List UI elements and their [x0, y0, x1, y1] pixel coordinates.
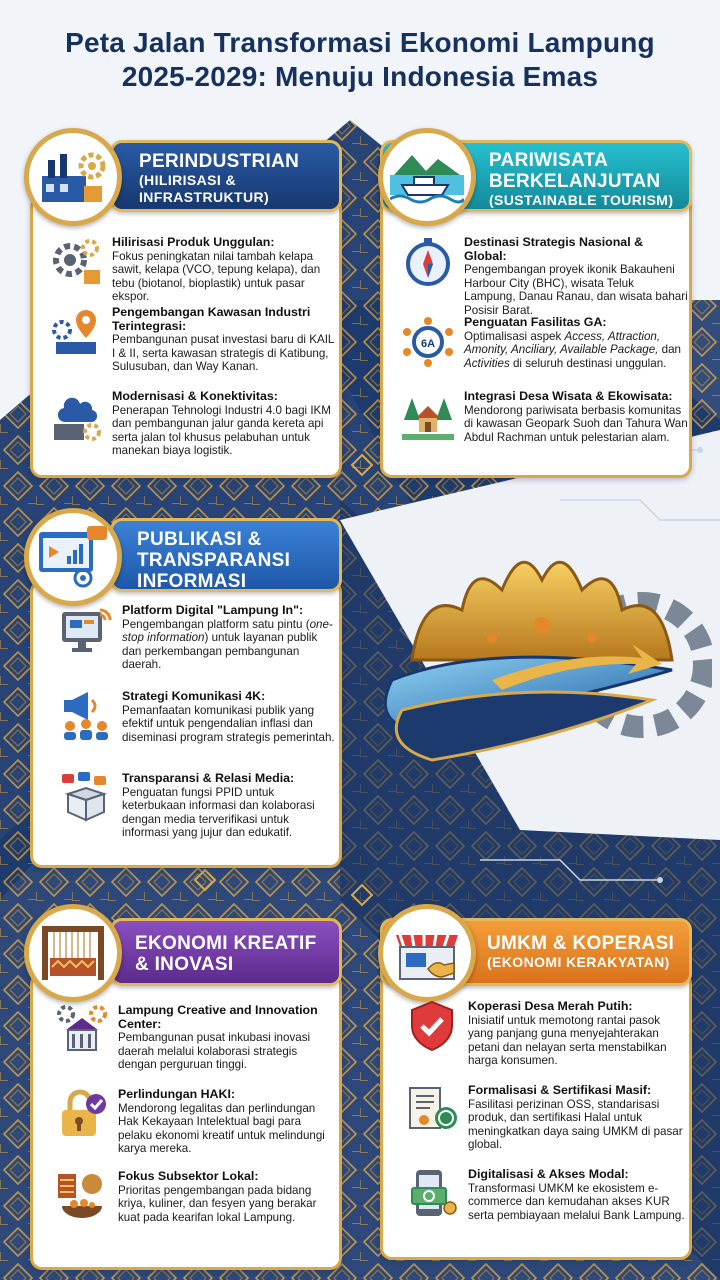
umkm-subtitle: (EKONOMI KERAKYATAN): [487, 954, 670, 970]
ekonomi-kreatif-item-3-text: Prioritas pengembangan pada bidang kriya, kuliner, dan fesyen yang berakar kuat pada kearifan lokal Lampung.: [118, 1183, 317, 1224]
perindustrian-item-1-text: Fokus peningkatan nilai tambah kelapa sawit, kelapa (VCO, tepung kelapa), dan tebu (biotanol, bioplastik) untuk pasar ekspor.: [112, 249, 321, 304]
pariwisata-item-3: [402, 390, 688, 462]
ekonomi-kreatif-item-2: [56, 1088, 336, 1160]
publikasi-item-1-text: [122, 618, 336, 672]
publikasi-item-2: [60, 690, 336, 760]
pariwisata-item-2-heading: Penguatan Fasilitas GA:: [464, 315, 607, 329]
page-title-line-1: Peta Jalan Transformasi Ekonomi Lampung: [65, 27, 655, 58]
perindustrian-item-2-text: Pembangunan pusat investasi baru di KAIL I & II, serta kawasan strategis di Katibung, Sulusuban, dan Way Kanan.: [112, 333, 334, 374]
publikasi-item-1-text-pre: Pengembangan platform satu pintu (: [122, 617, 310, 631]
publikasi-item-3-text: Penguatan fungsi PPID untuk keterbukaan informasi dan kolaborasi dengan media terverifikasi untuk informasi yang jujur dan edukatif.: [122, 785, 315, 840]
ekonomi-kreatif-item-3-heading: Fokus Subsektor Lokal:: [118, 1169, 259, 1183]
dashboard-broadcast-icon: [24, 508, 122, 606]
publikasi-title-3: INFORMASI: [137, 571, 247, 592]
publikasi-header: [110, 518, 342, 592]
publikasi-title-2: TRANSPARANSI: [137, 550, 291, 571]
village-trees-icon: [402, 390, 454, 442]
perindustrian-item-1: [50, 235, 336, 304]
ekonomi-kreatif-item-3: [56, 1170, 336, 1242]
perindustrian-item-3: [50, 390, 336, 462]
ekonomi-kreatif-header: [110, 918, 342, 986]
monitor-wifi-icon: [60, 604, 112, 656]
shop-handshake-icon: [378, 904, 476, 1002]
publikasi-item-3: [60, 772, 336, 858]
ekonomi-kreatif-title-2: & INOVASI: [135, 954, 234, 975]
umkm-item-3: [406, 1168, 688, 1244]
svg-text:6A: 6A: [420, 338, 436, 350]
pariwisata-item-2: [402, 316, 688, 386]
network-6a-icon: [402, 316, 454, 368]
publikasi-item-2-text: Pemanfaatan komunikasi publik yang efektif untuk pengendalian inflasi dan diseminasi program strategis pemerintah.: [122, 703, 335, 744]
publikasi-item-1: [60, 604, 336, 674]
pariwisata-item-3-text: Mendorong pariwisata berbasis komunitas di kawasan Geopark Suoh dan Tahura Wan Abdul Rachman untuk pelestarian alam.: [464, 403, 688, 444]
pariwisata-title-2: BERKELANJUTAN: [489, 171, 661, 192]
certificate-halal-icon: [406, 1084, 458, 1136]
umkm-item-1: [406, 1000, 688, 1076]
megaphone-people-icon: [60, 690, 112, 742]
pariwisata-item-1: [402, 235, 688, 317]
ekonomi-kreatif-item-2-text: Mendorong legalitas dan perlindungan Hak Kekayaan Intelektual bagi para pelaku ekonomi kreatif untuk melindungi karya mereka.: [118, 1101, 325, 1156]
pariwisata-item-2-text-italic: Access, Attraction, Amonity, Anciliary, Available Package,: [464, 329, 661, 357]
perindustrian-title: PERINDUSTRIAN: [139, 151, 300, 172]
publikasi-item-3-heading: Transparansi & Relasi Media:: [122, 771, 295, 785]
publikasi-item-1-heading: Platform Digital "Lampung In":: [122, 603, 304, 617]
ship-island-icon: [378, 128, 476, 226]
factory-gear-icon: [24, 128, 122, 226]
pariwisata-item-2-text-post: di seluruh destinasi unggulan.: [509, 356, 667, 370]
publikasi-item-2-heading: Strategi Komunikasi 4K:: [122, 689, 266, 703]
pariwisata-item-2-text-italic-2: Activities: [464, 356, 510, 370]
pariwisata-item-1-text: Pengembangan proyek ikonik Bakauheni Harbour City (BHC), wisata Teluk Lampung, Danau Ranau, dan wisata bahari Posisir Barat.: [464, 263, 688, 317]
perindustrian-header: [110, 140, 342, 212]
crown-wave-gear-icon: [372, 530, 712, 800]
umkm-item-3-heading: Digitalisasi & Akses Modal:: [468, 1167, 629, 1181]
publikasi-item-1-text-post: ) untuk layanan publik dan perkembangan pembangunan daerah.: [122, 631, 318, 672]
shield-check-icon: [406, 1000, 458, 1052]
phone-money-icon: [406, 1168, 458, 1220]
perindustrian-item-1-heading: Hilirisasi Produk Unggulan:: [112, 235, 275, 249]
perindustrian-subtitle-1: (HILIRISASI &: [139, 172, 236, 188]
ekonomi-kreatif-title-1: EKONOMI KREATIF: [135, 933, 317, 954]
umkm-item-2-heading: Formalisasi & Sertifikasi Masif:: [468, 1083, 652, 1097]
pariwisata-item-2-text-mid: dan: [658, 343, 681, 357]
page-title: [0, 26, 720, 94]
publikasi-item-1-text-italic: one-stop information: [122, 617, 333, 645]
gear-building-icon: [56, 1004, 108, 1056]
craft-culinary-icon: [56, 1170, 108, 1222]
umkm-item-1-heading: Koperasi Desa Merah Putih:: [468, 999, 633, 1013]
perindustrian-item-3-heading: Modernisasi & Konektivitas:: [112, 389, 278, 403]
perindustrian-item-2-heading: Pengembangan Kawasan Industri Terintegrasi:: [112, 305, 311, 333]
ekonomi-kreatif-item-1: [56, 1004, 336, 1076]
umkm-title: UMKM & KOPERASI: [487, 933, 675, 954]
pariwisata-title-1: PARIWISATA: [489, 150, 609, 171]
ekonomi-kreatif-item-1-heading: Lampung Creative and Innovation Center:: [118, 1003, 318, 1031]
ekonomi-kreatif-item-2-heading: Perlindungan HAKI:: [118, 1087, 236, 1101]
umkm-item-2-text: Fasilitasi perizinan OSS, standarisasi produk, dan sertifikasi Halal untuk meningkatkan daya saing UMKM di pasar global.: [468, 1097, 683, 1152]
compass-icon: [402, 236, 454, 288]
pariwisata-subtitle: (SUSTAINABLE TOURISM): [489, 192, 674, 208]
umkm-item-2: [406, 1084, 688, 1158]
umkm-item-3-text: Transformasi UMKM ke ekosistem e-commerce dan kemudahan akses KUR serta pembiayaan melalui Bank Lampung.: [468, 1181, 685, 1222]
ekonomi-kreatif-item-1-text: Pembangunan pusat inkubasi inovasi daerah melalui kolaborasi strategis dengan perguruan tinggi.: [118, 1031, 311, 1072]
page-title-line-2: 2025-2029: Menuju Indonesia Emas: [121, 61, 599, 92]
gears-crate-icon: [50, 236, 102, 288]
pariwisata-item-2-text-pre: Optimalisasi aspek: [464, 329, 565, 343]
perindustrian-item-2: [50, 306, 336, 376]
location-network-icon: [50, 306, 102, 358]
pariwisata-item-2-text: [464, 330, 688, 371]
open-box-media-icon: [60, 772, 112, 824]
publikasi-title-1: PUBLIKASI &: [137, 529, 262, 550]
weaving-loom-icon: [24, 904, 122, 1002]
perindustrian-item-3-text: Penerapan Tehnologi Industri 4.0 bagi IKM dan pembangunan jalur ganda kereta api serta jalan tol khusus pelabuhan untuk manekan biaya logistik.: [112, 403, 331, 458]
pariwisata-item-1-heading: Destinasi Strategis Nasional & Global:: [464, 235, 644, 263]
cloud-factory-icon: [50, 390, 102, 442]
perindustrian-subtitle-2: INFRASTRUKTUR): [139, 189, 270, 205]
umkm-item-1-text: Inisiatif untuk memotong rantai pasok yang panjang guna menyejahterakan petani dan nelayan serta menstabilkan harga konsumen.: [468, 1013, 667, 1068]
padlock-check-icon: [56, 1088, 108, 1140]
pariwisata-item-3-heading: Integrasi Desa Wisata & Ekowisata:: [464, 389, 673, 403]
